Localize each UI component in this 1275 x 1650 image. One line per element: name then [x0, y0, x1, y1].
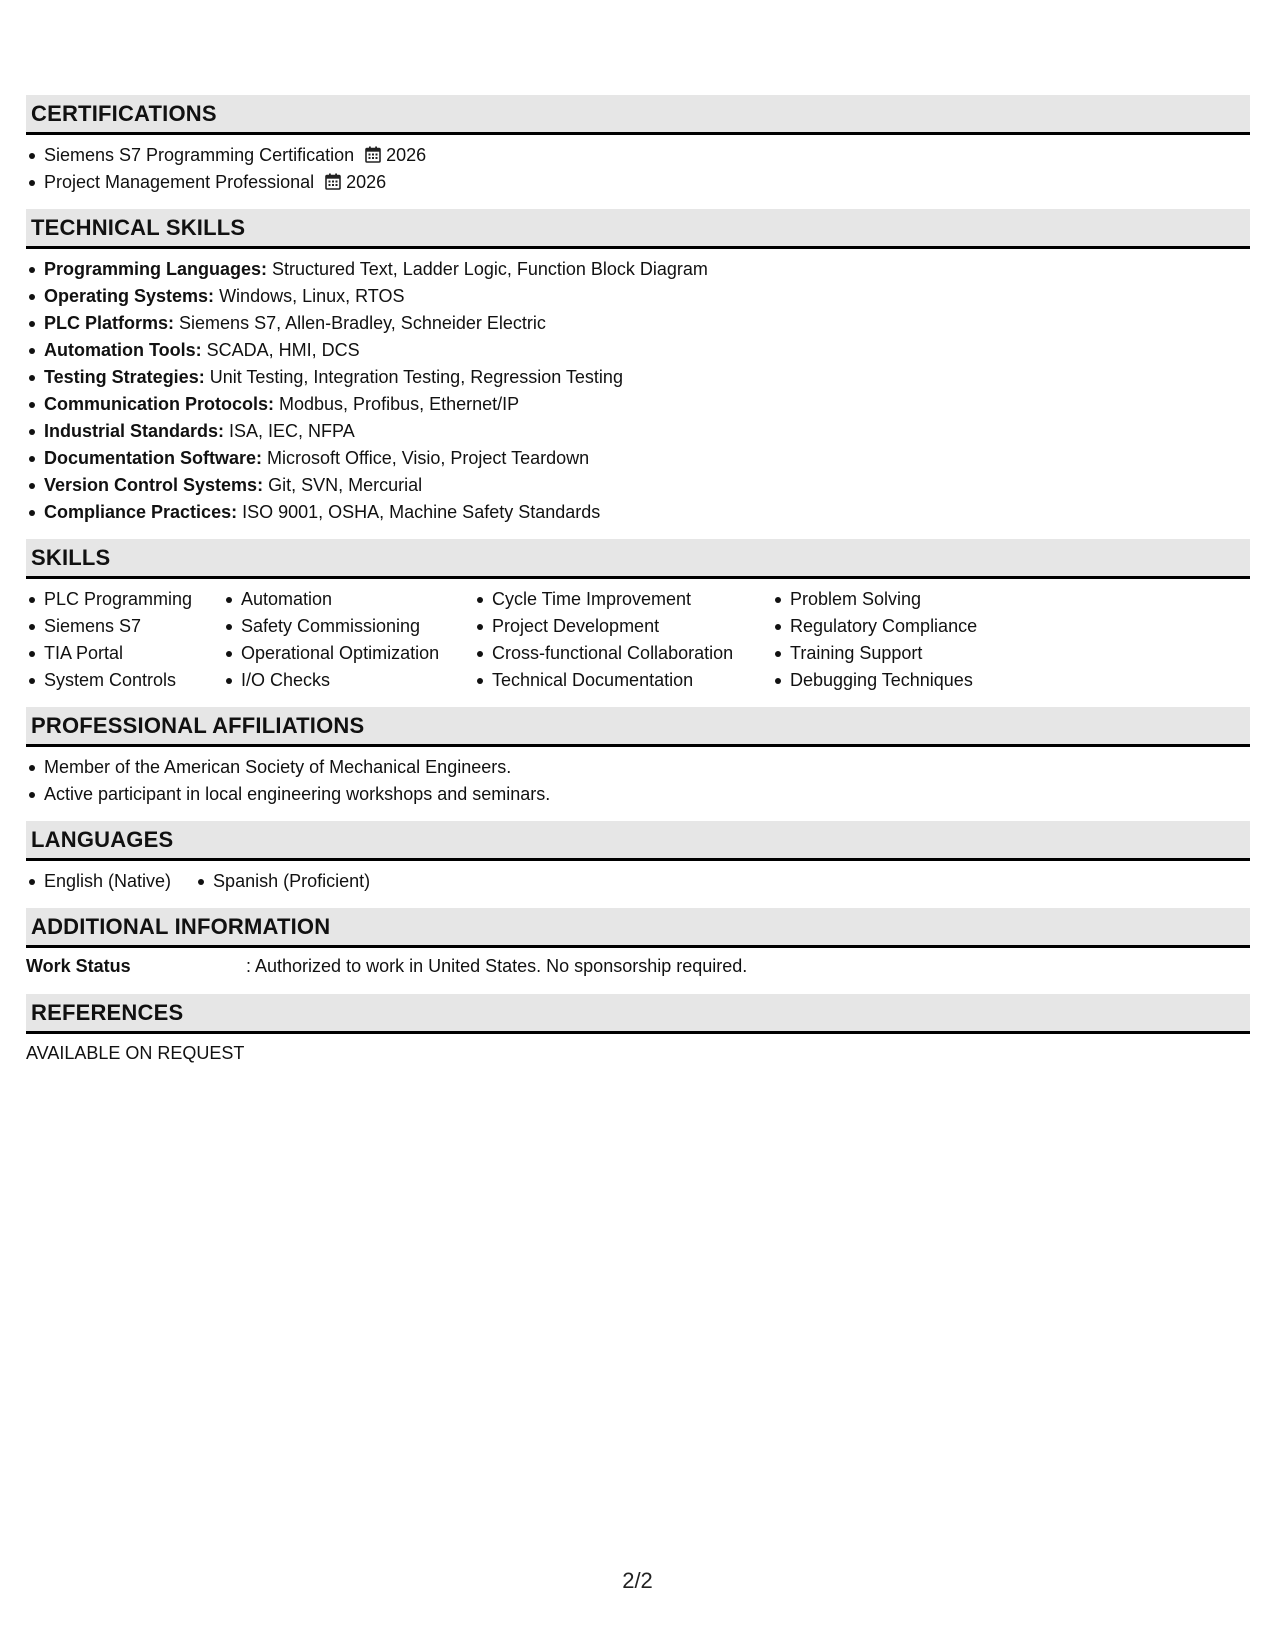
- technical-skill-item: [26, 364, 1250, 391]
- skill-category-value: Unit Testing, Integration Testing, Regression Testing: [204, 367, 623, 387]
- skill-item: System Controls: [26, 667, 223, 694]
- skills-column: [223, 586, 474, 694]
- skill-category-value: Windows, Linux, RTOS: [214, 286, 405, 306]
- skill-category-label: Compliance Practices:: [44, 502, 238, 522]
- technical-skill-item: [26, 256, 1250, 283]
- section-header-skills: SKILLS: [26, 539, 1250, 579]
- work-status-label: Work Status: [26, 956, 131, 976]
- section-header-references: REFERENCES: [26, 994, 1250, 1034]
- skill-item: Operational Optimization: [223, 640, 474, 667]
- skills-column: [474, 586, 772, 694]
- skill-item: Project Development: [474, 613, 772, 640]
- skill-category-label: Version Control Systems:: [44, 475, 264, 495]
- certification-year: 2026: [386, 145, 427, 165]
- skill-item: Siemens S7: [26, 613, 223, 640]
- skill-category-value: Git, SVN, Mercurial: [263, 475, 423, 495]
- skills-column: [772, 586, 1032, 694]
- technical-skill-item: [26, 337, 1250, 364]
- calendar-icon: [365, 144, 381, 161]
- skill-category-value: Structured Text, Ladder Logic, Function Block Diagram: [267, 259, 708, 279]
- references-text: AVAILABLE ON REQUEST: [26, 1043, 245, 1063]
- affiliation-item: Member of the American Society of Mechanical Engineers.: [26, 754, 1250, 781]
- skill-category-label: PLC Platforms:: [44, 313, 175, 333]
- skill-category-value: ISA, IEC, NFPA: [224, 421, 355, 441]
- skill-item: Safety Commissioning: [223, 613, 474, 640]
- skill-item: Cycle Time Improvement: [474, 586, 772, 613]
- section-header-affiliations: PROFESSIONAL AFFILIATIONS: [26, 707, 1250, 747]
- skill-item: Technical Documentation: [474, 667, 772, 694]
- skill-category-value: Modbus, Profibus, Ethernet/IP: [274, 394, 520, 414]
- skill-category-value: ISO 9001, OSHA, Machine Safety Standards: [237, 502, 601, 522]
- skill-item: Automation: [223, 586, 474, 613]
- skill-category-value: SCADA, HMI, DCS: [201, 340, 360, 360]
- skill-category-label: Testing Strategies:: [44, 367, 205, 387]
- certification-item: [26, 169, 1250, 196]
- skills-grid: [26, 579, 1250, 707]
- section-header-languages: LANGUAGES: [26, 821, 1250, 861]
- skill-item: TIA Portal: [26, 640, 223, 667]
- certification-name: Project Management Professional: [44, 172, 315, 192]
- skill-item: Training Support: [772, 640, 1032, 667]
- affiliation-item: Active participant in local engineering workshops and seminars.: [26, 781, 1250, 808]
- certification-name: Siemens S7 Programming Certification: [44, 145, 355, 165]
- skill-item: PLC Programming: [26, 586, 223, 613]
- technical-skills-list: [26, 249, 1250, 539]
- skill-category-value: Siemens S7, Allen-Bradley, Schneider Electric: [174, 313, 546, 333]
- skill-category-label: Documentation Software:: [44, 448, 263, 468]
- skill-item: Cross-functional Collaboration: [474, 640, 772, 667]
- skills-column: [26, 586, 223, 694]
- work-status-row: [26, 948, 1250, 994]
- calendar-icon: [325, 171, 341, 188]
- skill-category-label: Communication Protocols:: [44, 394, 275, 414]
- affiliations-list: [26, 747, 1250, 821]
- language-item: English (Native): [26, 868, 171, 895]
- skill-category-label: Programming Languages:: [44, 259, 268, 279]
- skill-category-value: Microsoft Office, Visio, Project Teardown: [262, 448, 590, 468]
- resume-page: [26, 95, 1250, 1067]
- technical-skill-item: [26, 391, 1250, 418]
- page-number: 2/2: [622, 1568, 653, 1593]
- technical-skill-item: [26, 418, 1250, 445]
- certifications-list: [26, 135, 1250, 209]
- technical-skill-item: [26, 310, 1250, 337]
- skill-category-label: Industrial Standards:: [44, 421, 225, 441]
- technical-skill-item: [26, 499, 1250, 526]
- skill-item: I/O Checks: [223, 667, 474, 694]
- work-status-value: : Authorized to work in United States. No sponsorship required.: [246, 956, 748, 976]
- section-header-additional-info: ADDITIONAL INFORMATION: [26, 908, 1250, 948]
- technical-skill-item: [26, 445, 1250, 472]
- skill-category-label: Operating Systems:: [44, 286, 215, 306]
- skill-category-label: Automation Tools:: [44, 340, 202, 360]
- skill-item: Debugging Techniques: [772, 667, 1032, 694]
- section-header-technical-skills: TECHNICAL SKILLS: [26, 209, 1250, 249]
- technical-skill-item: [26, 472, 1250, 499]
- language-item: Spanish (Proficient): [195, 868, 370, 895]
- languages-list: [26, 861, 1250, 908]
- technical-skill-item: [26, 283, 1250, 310]
- skill-item: Problem Solving: [772, 586, 1032, 613]
- certification-year: 2026: [346, 172, 387, 192]
- certification-item: [26, 142, 1250, 169]
- section-header-certifications: CERTIFICATIONS: [26, 95, 1250, 135]
- skill-item: Regulatory Compliance: [772, 613, 1032, 640]
